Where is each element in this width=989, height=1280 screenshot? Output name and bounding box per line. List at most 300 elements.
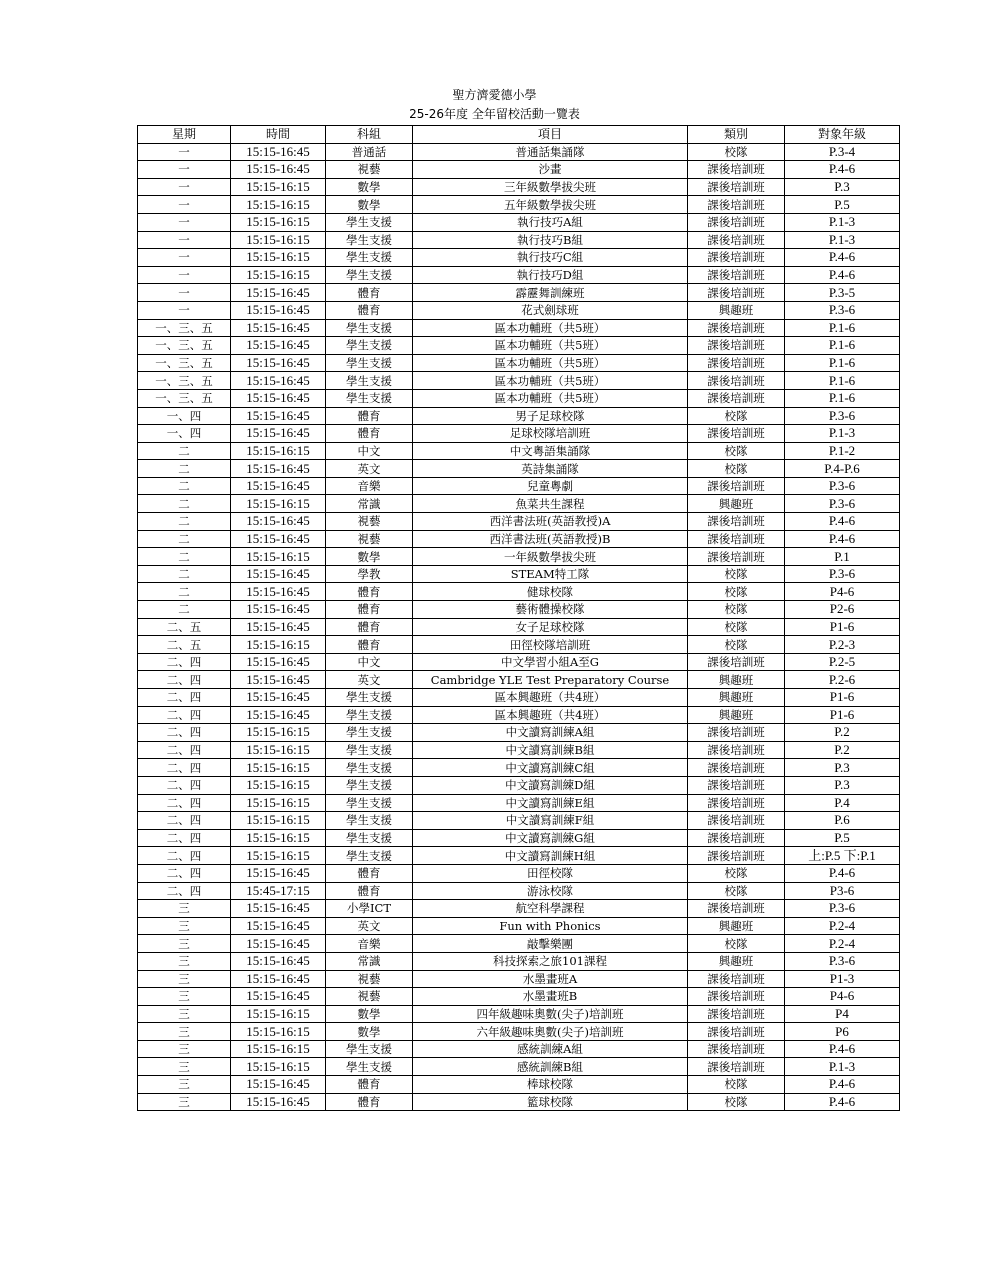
- cell-activity: 水墨畫班A: [413, 970, 688, 988]
- table-row: [138, 812, 900, 830]
- cell-activity: 魚菜共生課程: [413, 495, 688, 513]
- cell-time: 15:15-16:45: [231, 565, 326, 583]
- cell-weekday: 一: [138, 301, 231, 319]
- cell-weekday: 二、四: [138, 671, 231, 689]
- cell-subject-panel: 學生支援: [326, 337, 413, 355]
- table-row: [138, 618, 900, 636]
- cell-target-grade: P.1-3: [785, 425, 900, 443]
- cell-subject-panel: 小學ICT: [326, 900, 413, 918]
- table-row: [138, 513, 900, 531]
- cell-activity: Cambridge YLE Test Preparatory Course: [413, 671, 688, 689]
- cell-weekday: 二: [138, 530, 231, 548]
- cell-category: 課後培訓班: [688, 389, 785, 407]
- cell-activity: 沙畫: [413, 161, 688, 179]
- table-row: [138, 653, 900, 671]
- cell-category: 課後培訓班: [688, 724, 785, 742]
- cell-activity: 中文讀寫訓練D組: [413, 776, 688, 794]
- cell-target-grade: P.1-6: [785, 354, 900, 372]
- cell-time: 15:15-16:45: [231, 935, 326, 953]
- cell-category: 校隊: [688, 618, 785, 636]
- cell-activity: 科技探索之旅101課程: [413, 952, 688, 970]
- cell-activity: 中文讀寫訓練G組: [413, 829, 688, 847]
- cell-category: 課後培訓班: [688, 759, 785, 777]
- cell-time: 15:15-16:15: [231, 495, 326, 513]
- table-row: [138, 196, 900, 214]
- cell-activity: 敲擊樂團: [413, 935, 688, 953]
- cell-time: 15:15-16:45: [231, 354, 326, 372]
- cell-subject-panel: 視藝: [326, 970, 413, 988]
- cell-activity: 游泳校隊: [413, 882, 688, 900]
- cell-category: 課後培訓班: [688, 161, 785, 179]
- cell-target-grade: P.1-6: [785, 319, 900, 337]
- cell-activity: 航空科學課程: [413, 900, 688, 918]
- cell-category: 校隊: [688, 1076, 785, 1094]
- cell-activity: 中文粵語集誦隊: [413, 442, 688, 460]
- cell-subject-panel: 英文: [326, 917, 413, 935]
- cell-target-grade: P4-6: [785, 583, 900, 601]
- cell-target-grade: P.4-6: [785, 266, 900, 284]
- cell-activity: 中文讀寫訓練C組: [413, 759, 688, 777]
- cell-weekday: 二: [138, 477, 231, 495]
- cell-subject-panel: 體育: [326, 1093, 413, 1111]
- cell-activity: 健球校隊: [413, 583, 688, 601]
- cell-weekday: 一、三、五: [138, 354, 231, 372]
- cell-target-grade: P3-6: [785, 882, 900, 900]
- cell-subject-panel: 學生支援: [326, 354, 413, 372]
- cell-time: 15:15-16:45: [231, 864, 326, 882]
- column-header-target-grade: 對象年級: [785, 126, 900, 144]
- table-row: [138, 266, 900, 284]
- cell-category: 課後培訓班: [688, 653, 785, 671]
- cell-category: 課後培訓班: [688, 425, 785, 443]
- cell-category: 課後培訓班: [688, 1058, 785, 1076]
- cell-activity: 區本功輔班（共5班）: [413, 337, 688, 355]
- column-header-activity: 項目: [413, 126, 688, 144]
- cell-activity: 區本興趣班（共4班）: [413, 689, 688, 707]
- cell-target-grade: P.2-4: [785, 935, 900, 953]
- cell-category: 課後培訓班: [688, 266, 785, 284]
- cell-time: 15:15-16:15: [231, 1023, 326, 1041]
- cell-activity: 中文讀寫訓練H組: [413, 847, 688, 865]
- cell-target-grade: P.3-5: [785, 284, 900, 302]
- cell-time: 15:15-16:45: [231, 161, 326, 179]
- cell-category: 課後培訓班: [688, 548, 785, 566]
- cell-target-grade: P.3-6: [785, 477, 900, 495]
- cell-category: 課後培訓班: [688, 794, 785, 812]
- cell-subject-panel: 視藝: [326, 161, 413, 179]
- cell-category: 課後培訓班: [688, 231, 785, 249]
- cell-category: 課後培訓班: [688, 196, 785, 214]
- cell-weekday: 一: [138, 284, 231, 302]
- cell-category: 課後培訓班: [688, 741, 785, 759]
- cell-target-grade: P.3-6: [785, 407, 900, 425]
- cell-weekday: 一、三、五: [138, 372, 231, 390]
- cell-weekday: 二、四: [138, 882, 231, 900]
- cell-activity: 區本功輔班（共5班）: [413, 389, 688, 407]
- cell-target-grade: P.1-3: [785, 1058, 900, 1076]
- cell-weekday: 二: [138, 442, 231, 460]
- cell-subject-panel: 視藝: [326, 530, 413, 548]
- table-row: [138, 301, 900, 319]
- cell-time: 15:15-16:45: [231, 1093, 326, 1111]
- cell-subject-panel: 體育: [326, 301, 413, 319]
- cell-target-grade: P.1: [785, 548, 900, 566]
- column-header-time: 時間: [231, 126, 326, 144]
- cell-category: 課後培訓班: [688, 249, 785, 267]
- cell-subject-panel: 學生支援: [326, 213, 413, 231]
- table-row: [138, 442, 900, 460]
- cell-weekday: 二、四: [138, 776, 231, 794]
- cell-category: 興趣班: [688, 301, 785, 319]
- cell-activity: 五年級數學拔尖班: [413, 196, 688, 214]
- cell-activity: 區本興趣班（共4班）: [413, 706, 688, 724]
- cell-time: 15:15-16:45: [231, 988, 326, 1006]
- cell-time: 15:15-16:45: [231, 372, 326, 390]
- table-row: [138, 706, 900, 724]
- cell-subject-panel: 學生支援: [326, 706, 413, 724]
- cell-time: 15:15-16:45: [231, 671, 326, 689]
- cell-time: 15:15-16:15: [231, 776, 326, 794]
- cell-time: 15:15-16:45: [231, 407, 326, 425]
- cell-category: 課後培訓班: [688, 319, 785, 337]
- cell-category: 課後培訓班: [688, 847, 785, 865]
- table-row: [138, 988, 900, 1006]
- table-row: [138, 724, 900, 742]
- table-row: [138, 741, 900, 759]
- cell-target-grade: P.2-4: [785, 917, 900, 935]
- cell-activity: 棒球校隊: [413, 1076, 688, 1094]
- cell-target-grade: P.3-4: [785, 143, 900, 161]
- table-row: [138, 354, 900, 372]
- table-row: [138, 776, 900, 794]
- cell-target-grade: P.6: [785, 812, 900, 830]
- cell-subject-panel: 中文: [326, 442, 413, 460]
- cell-time: 15:15-16:15: [231, 794, 326, 812]
- cell-category: 課後培訓班: [688, 1040, 785, 1058]
- cell-category: 校隊: [688, 583, 785, 601]
- table-row: [138, 970, 900, 988]
- cell-time: 15:15-16:45: [231, 970, 326, 988]
- cell-target-grade: P.4-6: [785, 530, 900, 548]
- cell-subject-panel: 學生支援: [326, 741, 413, 759]
- cell-target-grade: P.3: [785, 776, 900, 794]
- cell-category: 校隊: [688, 143, 785, 161]
- cell-target-grade: P.2-6: [785, 671, 900, 689]
- cell-category: 課後培訓班: [688, 337, 785, 355]
- cell-time: 15:15-16:45: [231, 460, 326, 478]
- cell-time: 15:15-16:15: [231, 266, 326, 284]
- cell-weekday: 一: [138, 178, 231, 196]
- cell-subject-panel: 體育: [326, 864, 413, 882]
- cell-weekday: 一、三、五: [138, 337, 231, 355]
- cell-activity: 花式劍球班: [413, 301, 688, 319]
- cell-subject-panel: 數學: [326, 178, 413, 196]
- cell-weekday: 二、五: [138, 618, 231, 636]
- column-header-subject-panel: 科組: [326, 126, 413, 144]
- cell-weekday: 二、四: [138, 653, 231, 671]
- cell-activity: 三年級數學拔尖班: [413, 178, 688, 196]
- cell-category: 課後培訓班: [688, 1005, 785, 1023]
- cell-time: 15:15-16:45: [231, 477, 326, 495]
- cell-activity: 四年級趣味奧數(尖子)培訓班: [413, 1005, 688, 1023]
- cell-category: 課後培訓班: [688, 1023, 785, 1041]
- cell-weekday: 二、四: [138, 847, 231, 865]
- cell-target-grade: P4-6: [785, 988, 900, 1006]
- table-row: [138, 882, 900, 900]
- cell-subject-panel: 數學: [326, 196, 413, 214]
- cell-subject-panel: 體育: [326, 601, 413, 619]
- document-header: [0, 86, 989, 124]
- cell-time: 15:15-16:15: [231, 196, 326, 214]
- table-row: [138, 671, 900, 689]
- cell-category: 興趣班: [688, 689, 785, 707]
- cell-target-grade: P2-6: [785, 601, 900, 619]
- cell-subject-panel: 學生支援: [326, 1058, 413, 1076]
- cell-subject-panel: 體育: [326, 618, 413, 636]
- cell-time: 15:15-16:15: [231, 1040, 326, 1058]
- table-row: [138, 495, 900, 513]
- cell-category: 課後培訓班: [688, 970, 785, 988]
- cell-activity: 藝術體操校隊: [413, 601, 688, 619]
- cell-target-grade: P.1-3: [785, 213, 900, 231]
- cell-subject-panel: 體育: [326, 284, 413, 302]
- cell-time: 15:15-16:45: [231, 530, 326, 548]
- cell-subject-panel: 視藝: [326, 988, 413, 1006]
- cell-time: 15:15-16:15: [231, 231, 326, 249]
- table-row: [138, 759, 900, 777]
- cell-subject-panel: 學生支援: [326, 1040, 413, 1058]
- table-row: [138, 794, 900, 812]
- table-row: [138, 917, 900, 935]
- cell-subject-panel: 學生支援: [326, 759, 413, 777]
- cell-category: 課後培訓班: [688, 284, 785, 302]
- cell-category: 校隊: [688, 882, 785, 900]
- cell-weekday: 二、四: [138, 759, 231, 777]
- cell-weekday: 一、三、五: [138, 389, 231, 407]
- cell-subject-panel: 學生支援: [326, 794, 413, 812]
- cell-subject-panel: 學生支援: [326, 829, 413, 847]
- cell-weekday: 一: [138, 213, 231, 231]
- cell-category: 課後培訓班: [688, 530, 785, 548]
- cell-target-grade: P.4-6: [785, 513, 900, 531]
- table-row: [138, 952, 900, 970]
- cell-subject-panel: 學生支援: [326, 389, 413, 407]
- cell-target-grade: P.4-P.6: [785, 460, 900, 478]
- cell-weekday: 二: [138, 513, 231, 531]
- cell-weekday: 三: [138, 900, 231, 918]
- cell-weekday: 二、四: [138, 829, 231, 847]
- cell-activity: 水墨畫班B: [413, 988, 688, 1006]
- cell-weekday: 一: [138, 143, 231, 161]
- cell-time: 15:15-16:45: [231, 425, 326, 443]
- cell-subject-panel: 視藝: [326, 513, 413, 531]
- cell-subject-panel: 體育: [326, 882, 413, 900]
- cell-target-grade: P1-6: [785, 689, 900, 707]
- cell-time: 15:15-16:15: [231, 1005, 326, 1023]
- cell-category: 校隊: [688, 636, 785, 654]
- cell-category: 課後培訓班: [688, 477, 785, 495]
- cell-subject-panel: 英文: [326, 671, 413, 689]
- cell-target-grade: P.3-6: [785, 495, 900, 513]
- cell-target-grade: P.5: [785, 829, 900, 847]
- cell-weekday: 二: [138, 460, 231, 478]
- cell-subject-panel: 學生支援: [326, 266, 413, 284]
- cell-activity: 區本功輔班（共5班）: [413, 319, 688, 337]
- cell-subject-panel: 學生支援: [326, 372, 413, 390]
- cell-subject-panel: 普通話: [326, 143, 413, 161]
- cell-category: 校隊: [688, 1093, 785, 1111]
- cell-weekday: 三: [138, 952, 231, 970]
- cell-weekday: 一: [138, 266, 231, 284]
- cell-time: 15:15-16:15: [231, 178, 326, 196]
- cell-subject-panel: 數學: [326, 1005, 413, 1023]
- cell-target-grade: P.2-5: [785, 653, 900, 671]
- cell-time: 15:15-16:15: [231, 213, 326, 231]
- cell-target-grade: P.3-6: [785, 565, 900, 583]
- cell-category: 興趣班: [688, 917, 785, 935]
- cell-weekday: 二、四: [138, 724, 231, 742]
- cell-target-grade: P.4-6: [785, 864, 900, 882]
- cell-activity: Fun with Phonics: [413, 917, 688, 935]
- cell-target-grade: P1-6: [785, 706, 900, 724]
- cell-subject-panel: 學教: [326, 565, 413, 583]
- cell-category: 校隊: [688, 601, 785, 619]
- cell-target-grade: P6: [785, 1023, 900, 1041]
- table-body: [138, 143, 900, 1111]
- cell-category: 課後培訓班: [688, 829, 785, 847]
- cell-activity: 感統訓練B組: [413, 1058, 688, 1076]
- cell-activity: 足球校隊培訓班: [413, 425, 688, 443]
- cell-weekday: 三: [138, 935, 231, 953]
- cell-target-grade: P.3-6: [785, 301, 900, 319]
- table-row: [138, 583, 900, 601]
- cell-time: 15:15-16:45: [231, 143, 326, 161]
- cell-weekday: 三: [138, 1040, 231, 1058]
- cell-weekday: 三: [138, 1093, 231, 1111]
- cell-time: 15:15-16:15: [231, 724, 326, 742]
- cell-activity: 霹靂舞訓練班: [413, 284, 688, 302]
- cell-weekday: 二: [138, 601, 231, 619]
- table-header-row: [138, 126, 900, 144]
- cell-weekday: 一、三、五: [138, 319, 231, 337]
- cell-target-grade: P1-3: [785, 970, 900, 988]
- cell-target-grade: P.4-6: [785, 161, 900, 179]
- document-title: 25-26年度 全年留校活動一覽表: [409, 107, 580, 121]
- cell-weekday: 一、四: [138, 407, 231, 425]
- cell-activity: 執行技巧B組: [413, 231, 688, 249]
- cell-category: 校隊: [688, 565, 785, 583]
- cell-weekday: 二: [138, 565, 231, 583]
- table-row: [138, 900, 900, 918]
- cell-time: 15:15-16:45: [231, 583, 326, 601]
- cell-activity: STEAM特工隊: [413, 565, 688, 583]
- cell-weekday: 二、四: [138, 706, 231, 724]
- cell-activity: 英詩集誦隊: [413, 460, 688, 478]
- cell-activity: 區本功輔班（共5班）: [413, 372, 688, 390]
- cell-time: 15:15-16:15: [231, 812, 326, 830]
- cell-time: 15:15-16:45: [231, 917, 326, 935]
- table-row: [138, 1023, 900, 1041]
- cell-weekday: 二、五: [138, 636, 231, 654]
- cell-activity: 西洋書法班(英語教授)A: [413, 513, 688, 531]
- cell-activity: 執行技巧D組: [413, 266, 688, 284]
- cell-time: 15:15-16:45: [231, 301, 326, 319]
- cell-activity: 感統訓練A組: [413, 1040, 688, 1058]
- table-row: [138, 460, 900, 478]
- cell-time: 15:15-16:45: [231, 689, 326, 707]
- column-header-weekday: 星期: [138, 126, 231, 144]
- cell-activity: 中文讀寫訓練B組: [413, 741, 688, 759]
- cell-time: 15:15-16:15: [231, 442, 326, 460]
- column-header-category: 類別: [688, 126, 785, 144]
- cell-activity: 執行技巧C組: [413, 249, 688, 267]
- cell-weekday: 三: [138, 970, 231, 988]
- cell-time: 15:15-16:45: [231, 601, 326, 619]
- cell-subject-panel: 學生支援: [326, 812, 413, 830]
- table-row: [138, 372, 900, 390]
- cell-time: 15:15-16:45: [231, 319, 326, 337]
- cell-category: 興趣班: [688, 952, 785, 970]
- cell-activity: 田徑校隊培訓班: [413, 636, 688, 654]
- cell-category: 校隊: [688, 407, 785, 425]
- cell-time: 15:15-16:45: [231, 513, 326, 531]
- cell-weekday: 二、四: [138, 812, 231, 830]
- cell-weekday: 二: [138, 495, 231, 513]
- cell-time: 15:45-17:15: [231, 882, 326, 900]
- cell-target-grade: P.2: [785, 724, 900, 742]
- cell-weekday: 一: [138, 249, 231, 267]
- cell-subject-panel: 中文: [326, 653, 413, 671]
- cell-weekday: 一: [138, 231, 231, 249]
- cell-category: 興趣班: [688, 495, 785, 513]
- cell-target-grade: P.4-6: [785, 249, 900, 267]
- cell-category: 校隊: [688, 460, 785, 478]
- cell-activity: 籃球校隊: [413, 1093, 688, 1111]
- table-row: [138, 1058, 900, 1076]
- table-row: [138, 601, 900, 619]
- cell-target-grade: P4: [785, 1005, 900, 1023]
- cell-category: 興趣班: [688, 706, 785, 724]
- cell-subject-panel: 體育: [326, 425, 413, 443]
- cell-category: 課後培訓班: [688, 213, 785, 231]
- cell-weekday: 二、四: [138, 794, 231, 812]
- cell-subject-panel: 學生支援: [326, 689, 413, 707]
- cell-category: 課後培訓班: [688, 776, 785, 794]
- cell-subject-panel: 數學: [326, 548, 413, 566]
- cell-weekday: 一、四: [138, 425, 231, 443]
- cell-target-grade: P.3-6: [785, 952, 900, 970]
- cell-time: 15:15-16:45: [231, 284, 326, 302]
- table-row: [138, 143, 900, 161]
- table-row: [138, 935, 900, 953]
- table-row: [138, 530, 900, 548]
- cell-weekday: 二、四: [138, 864, 231, 882]
- table-row: [138, 864, 900, 882]
- table-row: [138, 689, 900, 707]
- table-row: [138, 477, 900, 495]
- cell-time: 15:15-16:15: [231, 759, 326, 777]
- cell-activity: 六年級趣味奧數(尖子)培訓班: [413, 1023, 688, 1041]
- cell-subject-panel: 常識: [326, 495, 413, 513]
- cell-activity: 中文讀寫訓練A組: [413, 724, 688, 742]
- cell-category: 課後培訓班: [688, 900, 785, 918]
- cell-weekday: 三: [138, 1023, 231, 1041]
- cell-weekday: 三: [138, 1058, 231, 1076]
- school-name: 聖方濟愛德小學: [452, 88, 537, 102]
- cell-subject-panel: 學生支援: [326, 319, 413, 337]
- cell-category: 興趣班: [688, 671, 785, 689]
- cell-time: 15:15-16:45: [231, 1076, 326, 1094]
